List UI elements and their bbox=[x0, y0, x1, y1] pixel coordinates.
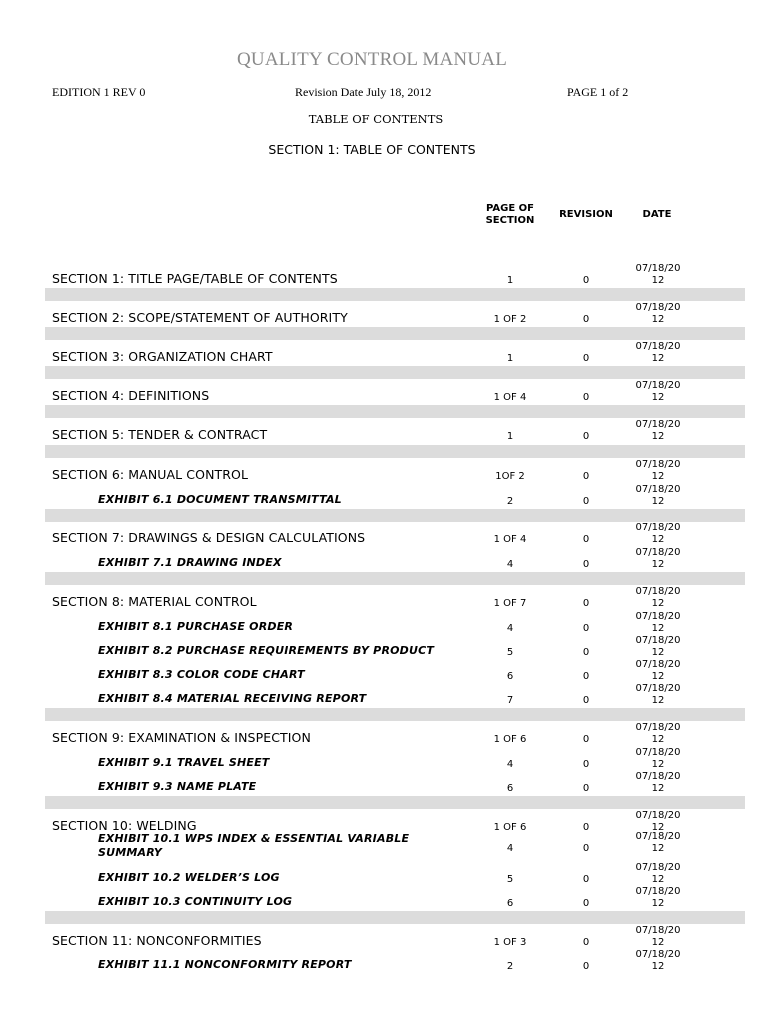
exhibit-title-label: EXHIBIT 8.1 PURCHASE ORDER bbox=[98, 620, 294, 633]
revision-value: 0 bbox=[582, 392, 590, 403]
exhibit-title-label: EXHIBIT 9.1 TRAVEL SHEET bbox=[98, 756, 270, 769]
page-of-section-value: 4 bbox=[506, 559, 514, 570]
exhibit-title-label: EXHIBIT 10.3 CONTINUITY LOG bbox=[98, 895, 293, 908]
row-separator-band bbox=[45, 796, 745, 809]
page-of-section-value: 1 bbox=[506, 431, 514, 442]
column-header-date: DATE bbox=[642, 209, 672, 220]
revision-value: 0 bbox=[582, 471, 590, 482]
exhibit-title-label: EXHIBIT 11.1 NONCONFORMITY REPORT bbox=[98, 958, 352, 971]
page-of-section-value: 4 bbox=[506, 843, 514, 854]
section-title-label: SECTION 6: MANUAL CONTROL bbox=[52, 467, 249, 482]
section-title-label: SECTION 10: WELDING bbox=[52, 818, 197, 833]
section-title-label: SECTION 4: DEFINITIONS bbox=[52, 388, 210, 403]
row-separator-band bbox=[45, 366, 745, 379]
section-title-label: SECTION 3: ORGANIZATION CHART bbox=[52, 349, 273, 364]
page-of-section-value: 2 bbox=[506, 496, 514, 507]
page-of-section-value: 1OF 2 bbox=[495, 471, 525, 482]
revision-value: 0 bbox=[582, 671, 590, 682]
exhibit-title-label: EXHIBIT 9.3 NAME PLATE bbox=[98, 780, 257, 793]
revision-value: 0 bbox=[582, 496, 590, 507]
exhibit-title-label: EXHIBIT 10.1 WPS INDEX & ESSENTIAL VARIABLE SUMMARY bbox=[98, 832, 410, 859]
revision-date: Revision Date July 18, 2012 bbox=[295, 85, 432, 99]
page-of-section-value: 1 OF 3 bbox=[493, 937, 527, 948]
date-value: 07/18/20 12 bbox=[635, 862, 681, 885]
section-title-label: SECTION 2: SCOPE/STATEMENT OF AUTHORITY bbox=[52, 310, 348, 325]
exhibit-title-label: EXHIBIT 10.2 WELDER’S LOG bbox=[98, 871, 280, 884]
date-value: 07/18/20 12 bbox=[635, 302, 681, 325]
row-separator-band bbox=[45, 708, 745, 721]
date-value: 07/18/20 12 bbox=[635, 459, 681, 482]
page-of-section-value: 1 OF 7 bbox=[493, 598, 527, 609]
date-value: 07/18/20 12 bbox=[635, 810, 681, 833]
revision-value: 0 bbox=[582, 647, 590, 658]
page-number: PAGE 1 of 2 bbox=[567, 85, 629, 99]
date-value: 07/18/20 12 bbox=[635, 925, 681, 948]
date-value: 07/18/20 12 bbox=[635, 771, 681, 794]
page-of-section-value: 1 bbox=[506, 275, 514, 286]
date-value: 07/18/20 12 bbox=[635, 611, 681, 634]
column-header-revision: REVISION bbox=[559, 209, 613, 220]
revision-value: 0 bbox=[582, 431, 590, 442]
toc-title: TABLE OF CONTENTS bbox=[308, 112, 444, 126]
row-separator-band bbox=[45, 288, 745, 301]
section-title-label: SECTION 9: EXAMINATION & INSPECTION bbox=[52, 730, 311, 745]
page-of-section-value: 4 bbox=[506, 623, 514, 634]
date-value: 07/18/20 12 bbox=[635, 380, 681, 403]
revision-value: 0 bbox=[582, 783, 590, 794]
page-of-section-value: 4 bbox=[506, 759, 514, 770]
page-of-section-value: 1 OF 6 bbox=[493, 822, 527, 833]
revision-value: 0 bbox=[582, 559, 590, 570]
revision-value: 0 bbox=[582, 874, 590, 885]
row-separator-band bbox=[45, 445, 745, 458]
page-of-section-value: 1 OF 2 bbox=[493, 314, 527, 325]
date-value: 07/18/20 12 bbox=[635, 722, 681, 745]
revision-value: 0 bbox=[582, 759, 590, 770]
date-value: 07/18/20 12 bbox=[635, 747, 681, 770]
exhibit-title-label: EXHIBIT 8.2 PURCHASE REQUIREMENTS BY PRODUCT bbox=[98, 644, 435, 657]
exhibit-title-label: EXHIBIT 8.3 COLOR CODE CHART bbox=[98, 668, 305, 681]
page-of-section-value: 1 OF 4 bbox=[493, 392, 527, 403]
date-value: 07/18/20 12 bbox=[635, 547, 681, 570]
page-of-section-value: 1 OF 4 bbox=[493, 534, 527, 545]
revision-value: 0 bbox=[582, 961, 590, 972]
page-of-section-value: 6 bbox=[506, 783, 514, 794]
revision-value: 0 bbox=[582, 275, 590, 286]
column-header-page-line2: SECTION bbox=[485, 215, 535, 226]
exhibit-title-label: EXHIBIT 7.1 DRAWING INDEX bbox=[98, 556, 282, 569]
revision-value: 0 bbox=[582, 695, 590, 706]
revision-value: 0 bbox=[582, 734, 590, 745]
page-of-section-value: 6 bbox=[506, 671, 514, 682]
section-title-label: SECTION 7: DRAWINGS & DESIGN CALCULATIONS bbox=[52, 530, 366, 545]
page-of-section-value: 1 OF 6 bbox=[493, 734, 527, 745]
date-value: 07/18/20 12 bbox=[635, 263, 681, 286]
section-title: SECTION 1: TABLE OF CONTENTS bbox=[268, 142, 476, 157]
date-value: 07/18/20 12 bbox=[635, 635, 681, 658]
row-separator-band bbox=[45, 327, 745, 340]
exhibit-title-label: EXHIBIT 8.4 MATERIAL RECEIVING REPORT bbox=[98, 692, 367, 705]
revision-value: 0 bbox=[582, 353, 590, 364]
date-value: 07/18/20 12 bbox=[635, 659, 681, 682]
row-separator-band bbox=[45, 572, 745, 585]
date-value: 07/18/20 12 bbox=[635, 949, 681, 972]
revision-value: 0 bbox=[582, 598, 590, 609]
date-value: 07/18/20 12 bbox=[635, 419, 681, 442]
revision-value: 0 bbox=[582, 822, 590, 833]
revision-value: 0 bbox=[582, 623, 590, 634]
page-of-section-value: 2 bbox=[506, 961, 514, 972]
edition-label: EDITION 1 REV 0 bbox=[52, 85, 146, 99]
page-of-section-value: 5 bbox=[506, 874, 514, 885]
section-title-label: SECTION 8: MATERIAL CONTROL bbox=[52, 594, 257, 609]
row-separator-band bbox=[45, 405, 745, 418]
date-value: 07/18/20 12 bbox=[635, 522, 681, 545]
date-value: 07/18/20 12 bbox=[635, 484, 681, 507]
date-value: 07/18/20 12 bbox=[635, 886, 681, 909]
document-title: QUALITY CONTROL MANUAL bbox=[236, 49, 508, 70]
page-of-section-value: 6 bbox=[506, 898, 514, 909]
revision-value: 0 bbox=[582, 314, 590, 325]
date-value: 07/18/20 12 bbox=[635, 683, 681, 706]
revision-value: 0 bbox=[582, 843, 590, 854]
page-of-section-value: 7 bbox=[506, 695, 514, 706]
date-value: 07/18/20 12 bbox=[635, 586, 681, 609]
section-title-label: SECTION 11: NONCONFORMITIES bbox=[52, 933, 262, 948]
page-of-section-value: 5 bbox=[506, 647, 514, 658]
page-of-section-value: 1 bbox=[506, 353, 514, 364]
section-title-label: SECTION 5: TENDER & CONTRACT bbox=[52, 427, 268, 442]
revision-value: 0 bbox=[582, 898, 590, 909]
exhibit-title-label: EXHIBIT 6.1 DOCUMENT TRANSMITTAL bbox=[98, 493, 342, 506]
row-separator-band bbox=[45, 509, 745, 522]
column-header-page-line1: PAGE OF bbox=[485, 203, 534, 214]
date-value: 07/18/20 12 bbox=[635, 341, 681, 364]
section-title-label: SECTION 1: TITLE PAGE/TABLE OF CONTENTS bbox=[52, 271, 338, 286]
revision-value: 0 bbox=[582, 534, 590, 545]
row-separator-band bbox=[45, 911, 745, 924]
date-value: 07/18/20 12 bbox=[635, 831, 681, 854]
revision-value: 0 bbox=[582, 937, 590, 948]
